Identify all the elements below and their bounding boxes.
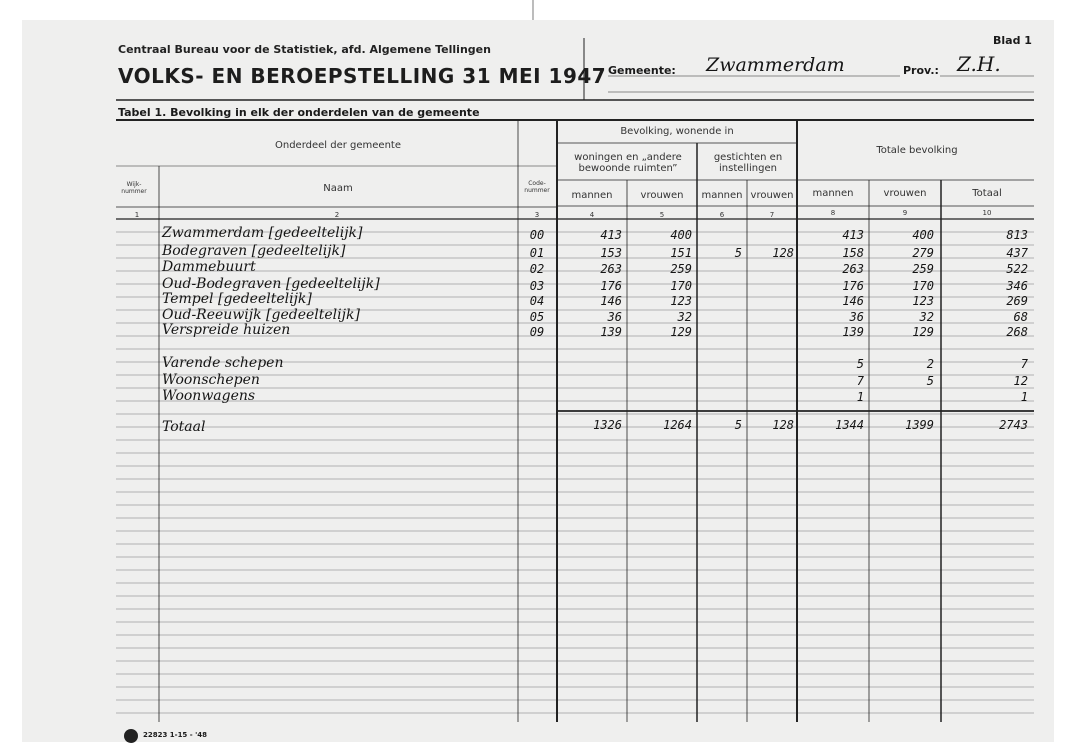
row-value: 400 — [670, 228, 692, 242]
blad-number: Blad 1 — [993, 34, 1032, 47]
row-name: Bodegraven [gedeeltelijk] — [162, 243, 346, 259]
row-value: 146 — [600, 294, 622, 308]
gemeente-label: Gemeente: — [608, 64, 676, 77]
row-value: 36 — [607, 310, 622, 324]
column-number: 9 — [902, 209, 908, 217]
row-value: 128 — [772, 246, 794, 260]
row-value: 68 — [1013, 310, 1028, 324]
extra-row-value: 2 — [926, 357, 934, 371]
row-value: 158 — [842, 246, 864, 260]
row-code: 03 — [529, 279, 545, 293]
total-value: 128 — [772, 418, 794, 432]
row-value: 176 — [842, 279, 864, 293]
total-value: 1326 — [593, 418, 622, 432]
row-value: 400 — [912, 228, 934, 242]
footer-code: 22823 1-15 - '48 — [143, 731, 207, 739]
row-value: 129 — [912, 325, 934, 339]
row-value: 139 — [600, 325, 622, 339]
extra-row-name: Varende schepen — [162, 355, 284, 371]
header-totale-bevolking: Totale bevolking — [876, 145, 958, 156]
column-number: 2 — [334, 211, 340, 219]
header-vrouwen-totaal: vrouwen — [883, 188, 927, 199]
header-bevolking-wonende: Bevolking, wonende in — [620, 126, 734, 137]
column-number: 6 — [719, 211, 725, 219]
extra-row-value: 12 — [1013, 374, 1028, 388]
row-name: Oud-Reeuwijk [gedeeltelijk] — [162, 307, 360, 323]
row-value: 437 — [1006, 246, 1028, 260]
total-value: 1344 — [835, 418, 864, 432]
row-value: 268 — [1006, 325, 1028, 339]
row-value: 413 — [842, 228, 864, 242]
row-code: 01 — [529, 246, 545, 260]
header-mannen-gestichten: mannen — [701, 190, 743, 201]
header-gestichten: gestichten en instellingen — [713, 152, 783, 174]
extra-row-value: 5 — [856, 357, 864, 371]
row-code: 09 — [529, 325, 545, 339]
bureau-line: Centraal Bureau voor de Statistiek, afd. Algemene Tellingen — [118, 43, 491, 56]
header-vrouwen-gestichten: vrouwen — [750, 190, 794, 201]
row-value: 123 — [912, 294, 934, 308]
row-code: 00 — [529, 228, 545, 242]
extra-row-value: 7 — [856, 374, 864, 388]
column-number: 4 — [589, 211, 595, 219]
row-value: 32 — [677, 310, 692, 324]
extra-row-name: Woonschepen — [162, 372, 260, 388]
row-code: 02 — [529, 262, 545, 276]
column-number: 5 — [659, 211, 665, 219]
header-totaal: Totaal — [972, 188, 1002, 199]
row-code: 05 — [529, 310, 545, 324]
header-mannen-totaal: mannen — [812, 188, 854, 199]
column-number: 3 — [534, 211, 540, 219]
row-value: 170 — [670, 279, 692, 293]
extra-row-value: 1 — [1020, 390, 1028, 404]
row-value: 269 — [1006, 294, 1028, 308]
extra-row-value: 1 — [856, 390, 864, 404]
header-onderdeel: Onderdeel der gemeente — [274, 140, 401, 151]
row-value: 413 — [600, 228, 622, 242]
total-value: 1399 — [905, 418, 934, 432]
prov-label: Prov.: — [903, 64, 939, 77]
row-value: 259 — [912, 262, 934, 276]
row-value: 813 — [1006, 228, 1028, 242]
row-value: 129 — [670, 325, 692, 339]
row-value: 176 — [600, 279, 622, 293]
row-value: 259 — [670, 262, 692, 276]
row-value: 32 — [919, 310, 934, 324]
gemeente-value: Zwammerdam — [706, 54, 845, 76]
header-woningen: woningen en „andere bewoonde ruimten” — [574, 152, 682, 174]
total-value: 5 — [734, 418, 742, 432]
extra-row-value: 5 — [926, 374, 934, 388]
row-name: Oud-Bodegraven [gedeeltelijk] — [162, 276, 380, 292]
header-wijk: Wijk-nummer — [121, 181, 147, 195]
header-vrouwen-woningen: vrouwen — [640, 190, 684, 201]
total-label: Totaal — [162, 419, 206, 435]
header-mannen-woningen: mannen — [571, 190, 613, 201]
column-number: 7 — [769, 211, 775, 219]
row-value: 263 — [842, 262, 864, 276]
column-number: 8 — [830, 209, 836, 217]
row-value: 522 — [1006, 262, 1028, 276]
row-value: 263 — [600, 262, 622, 276]
table-title: Tabel 1. Bevolking in elk der onderdelen van de gemeente — [118, 106, 480, 119]
total-value: 2743 — [999, 418, 1028, 432]
header-code: Code-nummer — [524, 180, 550, 194]
row-value: 151 — [670, 246, 692, 260]
row-value: 5 — [734, 246, 742, 260]
prov-value: Z.H. — [957, 52, 1001, 76]
row-name: Verspreide huizen — [162, 322, 291, 338]
row-name: Tempel [gedeeltelijk] — [162, 291, 312, 307]
row-value: 139 — [842, 325, 864, 339]
row-value: 36 — [849, 310, 864, 324]
row-name: Zwammerdam [gedeeltelijk] — [162, 225, 363, 241]
row-value: 170 — [912, 279, 934, 293]
row-value: 123 — [670, 294, 692, 308]
column-number: 1 — [134, 211, 140, 219]
header-naam: Naam — [323, 183, 353, 194]
total-value: 1264 — [663, 418, 692, 432]
row-value: 346 — [1006, 279, 1028, 293]
stamp-logo — [124, 729, 138, 743]
extra-row-value: 7 — [1020, 357, 1028, 371]
row-code: 04 — [529, 294, 545, 308]
form-title: VOLKS- EN BEROEPSTELLING 31 MEI 1947 — [118, 64, 607, 88]
column-number: 10 — [982, 209, 992, 217]
row-value: 279 — [912, 246, 934, 260]
row-value: 153 — [600, 246, 622, 260]
extra-row-name: Woonwagens — [162, 388, 256, 404]
row-name: Dammebuurt — [162, 259, 256, 275]
row-value: 146 — [842, 294, 864, 308]
